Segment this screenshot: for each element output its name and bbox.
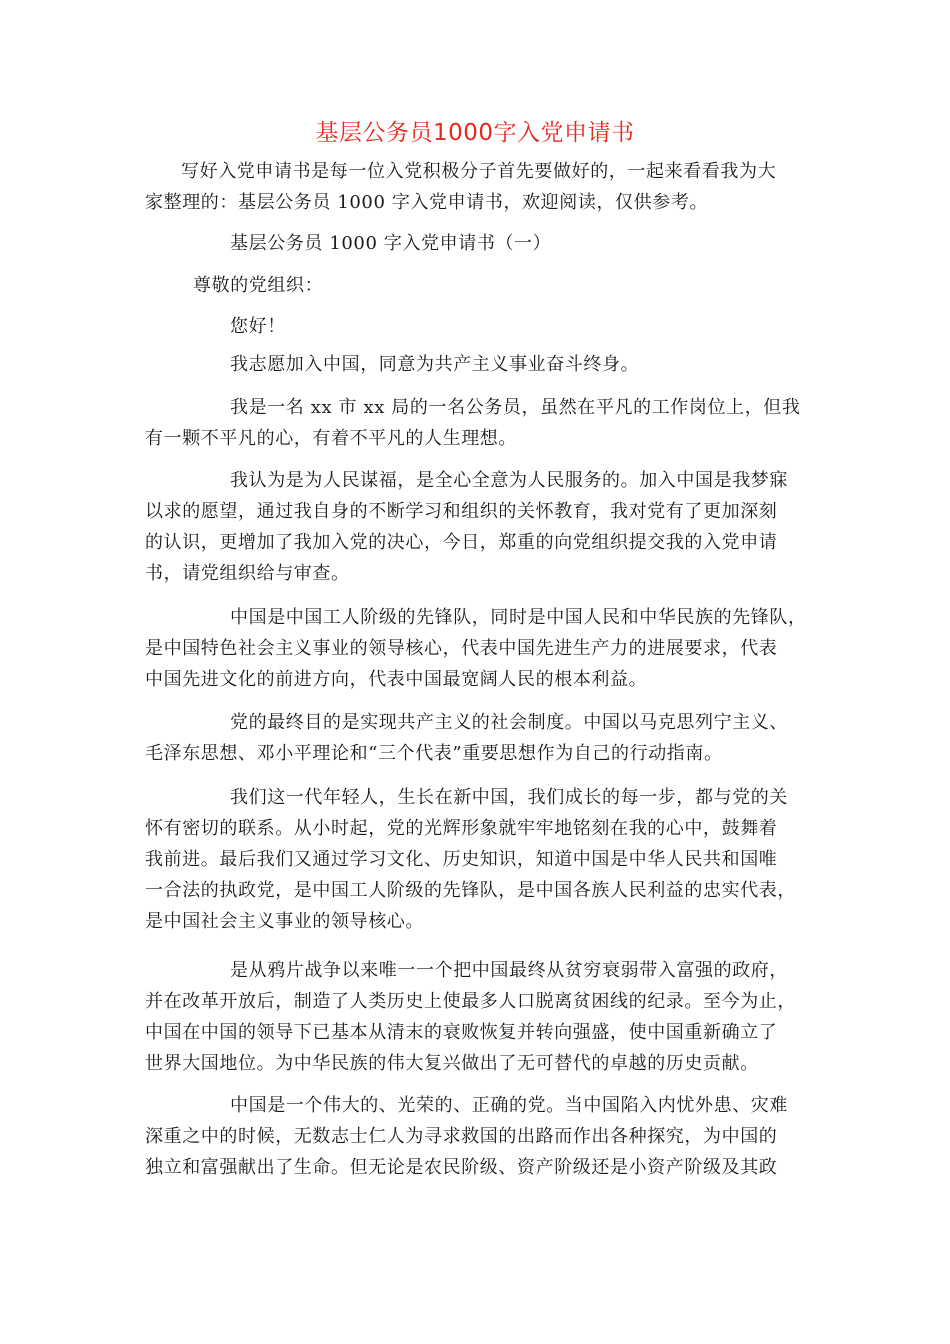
text-line: 书，请党组织给与审查。 [145, 563, 350, 584]
document-title: 基层公务员1000字入党申请书 [315, 120, 635, 146]
text-line: 中国在中国的领导下已基本从清末的衰败恢复并转向强盛，使中国重新确立了 [145, 1022, 778, 1043]
body-paragraph [145, 955, 805, 1079]
text-line: 毛泽东思想、邓小平理论和“三个代表”重要思想作为自己的行动指南。 [145, 743, 723, 764]
salutation-text: 尊敬的党组织： [193, 275, 324, 296]
text-line: 独立和富强献出了生命。但无论是农民阶级、资产阶级还是小资产阶级及其政 [145, 1157, 778, 1178]
intro-paragraph [145, 156, 805, 218]
section-subtitle [230, 228, 890, 259]
text-line: 是从鸦片战争以来唯一一个把中国最终从贫穷衰弱带入富强的政府， [230, 960, 788, 981]
text-line: 中国是中国工人阶级的先锋队，同时是中国人民和中华民族的先锋队， [230, 607, 807, 628]
text-line: 家整理的：基层公务员 1000 字入党申请书，欢迎阅读，仅供参考。 [145, 192, 709, 213]
text-line: 写好入党申请书是每一位入党积极分子首先要做好的，一起来看看我为大 [181, 161, 777, 182]
text-line: 有一颗不平凡的心，有着不平凡的人生理想。 [145, 428, 517, 449]
text-line: 中国先进文化的前进方向，代表中国最宽阔人民的根本利益。 [145, 669, 648, 690]
body-paragraph [145, 782, 805, 937]
body-paragraph [145, 1090, 805, 1183]
text-line: 我志愿加入中国，同意为共产主义事业奋斗终身。 [230, 354, 640, 375]
salutation [193, 270, 853, 301]
text-line: 深重之中的时候，无数志士仁人为寻求救国的出路而作出各种探究，为中国的 [145, 1126, 778, 1147]
text-line: 一合法的执政党，是中国工人阶级的先锋队，是中国各族人民利益的忠实代表， [145, 880, 796, 901]
text-line: 中国是一个伟大的、光荣的、正确的党。当中国陷入内忧外患、灾难 [230, 1095, 788, 1116]
text-line: 以求的愿望，通过我自身的不断学习和组织的关怀教育，我对党有了更加深刻 [145, 501, 778, 522]
text-line: 世界大国地位。为中华民族的伟大复兴做出了无可替代的卓越的历史贡献。 [145, 1053, 759, 1074]
text-line: 的认识，更增加了我加入党的决心，今日，郑重的向党组织提交我的入党申请 [145, 532, 778, 553]
text-line: 我们这一代年轻人，生长在新中国，我们成长的每一步，都与党的关 [230, 787, 788, 808]
body-paragraph [145, 465, 805, 589]
body-paragraph [145, 602, 805, 695]
text-line: 我认为是为人民谋福，是全心全意为人民服务的。加入中国是我梦寐 [230, 470, 788, 491]
body-paragraph [145, 392, 805, 454]
text-line: 并在改革开放后，制造了人类历史上使最多人口脱离贫困线的纪录。至今为止， [145, 991, 796, 1012]
text-line: 怀有密切的联系。从小时起，党的光辉形象就牢牢地铭刻在我的心中，鼓舞着 [145, 818, 778, 839]
text-line: 党的最终目的是实现共产主义的社会制度。中国以马克思列宁主义、 [230, 712, 788, 733]
subtitle-text: 基层公务员 1000 字入党申请书（一） [230, 233, 552, 254]
greeting-text: 您好！ [230, 316, 286, 337]
body-paragraph [145, 349, 805, 380]
text-line: 我是一名 xx 市 xx 局的一名公务员，虽然在平凡的工作岗位上，但我 [230, 397, 801, 418]
text-line: 是中国社会主义事业的领导核心。 [145, 911, 424, 932]
greeting [230, 311, 890, 342]
body-paragraph [145, 707, 805, 769]
text-line: 是中国特色社会主义事业的领导核心，代表中国先进生产力的进展要求，代表 [145, 638, 778, 659]
text-line: 我前进。最后我们又通过学习文化、历史知识，知道中国是中华人民共和国唯 [145, 849, 778, 870]
